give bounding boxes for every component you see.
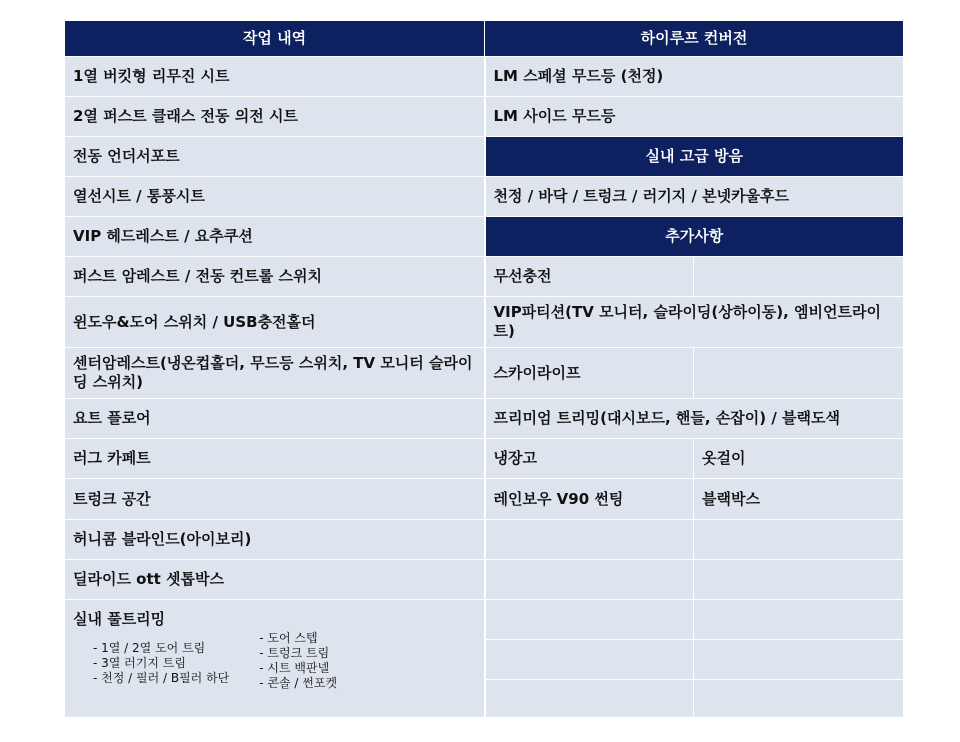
table-row	[65, 97, 904, 137]
soundproof-header: 실내 고급 방음	[485, 137, 904, 177]
work-item: 센터암레스트(냉온컵홀더, 무드등 스위치, TV 모니터 슬라이딩 스위치)	[65, 348, 485, 399]
trim-detail-list	[73, 631, 476, 691]
work-history-header: 작업 내역	[65, 21, 485, 57]
work-item: 퍼스트 암레스트 / 전동 컨트롤 스위치	[65, 257, 485, 297]
full-trim-cell	[65, 600, 485, 718]
table-row	[65, 439, 904, 479]
work-item: 트렁크 공간	[65, 479, 485, 520]
header-row	[65, 21, 904, 57]
hiloop-conversion-header: 하이루프 컨버전	[485, 21, 904, 57]
trim-detail-item: - 1열 / 2열 도어 트림	[93, 641, 206, 655]
extras-header: 추가사항	[485, 217, 904, 257]
spec-table-container	[64, 20, 903, 718]
extra-item: 프리미엄 트리밍(대시보드, 핸들, 손잡이) / 블랙도색	[485, 399, 904, 439]
work-item: 2열 퍼스트 클래스 전동 의전 시트	[65, 97, 485, 137]
trim-detail-item: - 시트 백판넬	[259, 661, 330, 675]
trim-detail-item: - 도어 스텝	[259, 631, 318, 645]
extra-item: 무선충전	[485, 257, 694, 297]
trim-detail-column-1	[93, 641, 229, 686]
table-row	[65, 137, 904, 177]
work-item: 허니콤 블라인드(아이보리)	[65, 520, 485, 560]
table-row	[65, 560, 904, 600]
table-row	[65, 297, 904, 348]
extra-item: VIP파티션(TV 모니터, 슬라이딩(상하이동), 엠비언트라이트)	[485, 297, 904, 348]
table-row	[65, 57, 904, 97]
table-row	[65, 217, 904, 257]
table-row	[65, 348, 904, 399]
empty-cell	[485, 600, 694, 718]
empty-cell	[694, 560, 904, 600]
extra-item: 블랙박스	[694, 479, 904, 520]
hiloop-item: LM 스페셜 무드등 (천정)	[485, 57, 904, 97]
work-item: 윈도우&도어 스위치 / USB충전홀더	[65, 297, 485, 348]
table-row	[65, 479, 904, 520]
trim-detail-item: - 천정 / 필러 / B필러 하단	[93, 671, 230, 685]
table-row	[65, 177, 904, 217]
trim-detail-column-2	[259, 631, 337, 691]
work-item: VIP 헤드레스트 / 요추쿠션	[65, 217, 485, 257]
table-row	[65, 257, 904, 297]
work-item: 러그 카페트	[65, 439, 485, 479]
work-item: 전동 언더서포트	[65, 137, 485, 177]
work-item: 딜라이드 ott 셋톱박스	[65, 560, 485, 600]
extra-item: 레인보우 V90 썬팅	[485, 479, 694, 520]
empty-cell	[485, 520, 694, 560]
table-row	[65, 600, 904, 718]
empty-cell	[694, 257, 904, 297]
hiloop-item: LM 사이드 무드등	[485, 97, 904, 137]
table-row	[65, 520, 904, 560]
work-item: 요트 플로어	[65, 399, 485, 439]
work-item: 실내 풀트리밍	[73, 610, 166, 628]
work-item: 1열 버킷형 리무진 시트	[65, 57, 485, 97]
work-spec-table	[64, 20, 904, 718]
extra-item: 스카이라이프	[485, 348, 694, 399]
extra-item: 냉장고	[485, 439, 694, 479]
empty-cell	[694, 520, 904, 560]
work-item: 열선시트 / 통풍시트	[65, 177, 485, 217]
empty-cell	[694, 600, 904, 718]
trim-detail-item: - 콘솔 / 썬포켓	[259, 676, 338, 690]
soundproof-item: 천정 / 바닥 / 트렁크 / 러기지 / 본넷카울후드	[485, 177, 904, 217]
trim-detail-item: - 트렁크 트림	[259, 646, 330, 660]
empty-cell	[485, 560, 694, 600]
extra-item: 옷걸이	[694, 439, 904, 479]
empty-cell	[694, 348, 904, 399]
table-row	[65, 399, 904, 439]
trim-detail-item: - 3열 러기지 트림	[93, 656, 186, 670]
